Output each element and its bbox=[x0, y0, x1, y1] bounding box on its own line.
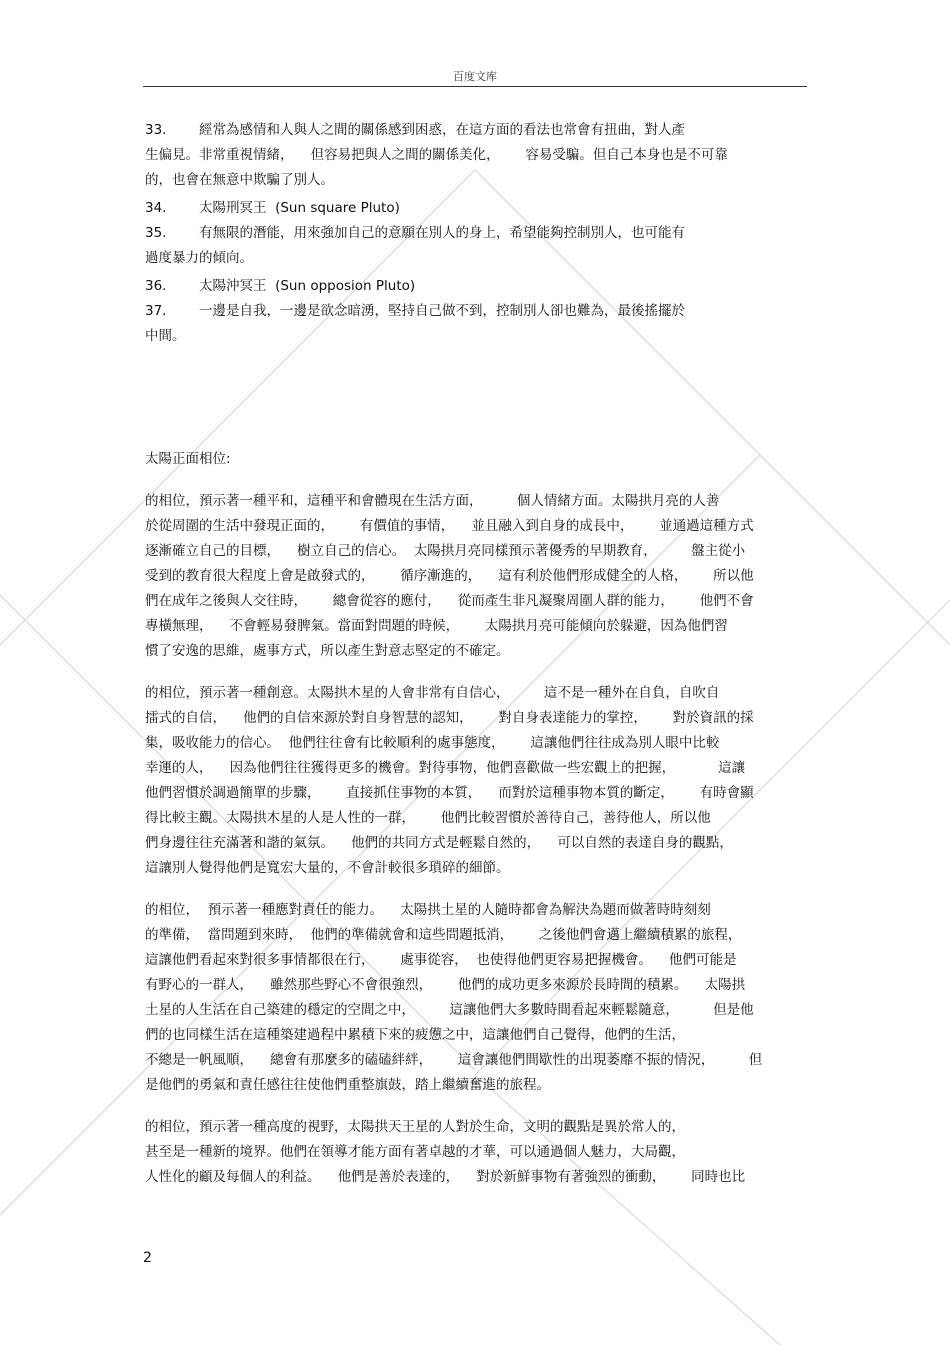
paragraph-line: 的準備， 當問題到來時， 他們的準備就會和這些問題抵消， 之後他們會邁上繼續積累的旅程， bbox=[145, 927, 742, 943]
paragraph-line: 人性化的顧及每個人的利益。 他們是善於表達的， 對於新鮮事物有著強烈的衝動， 同時也比 bbox=[145, 1169, 746, 1185]
paragraph-line: 擂式的自信， 他們的自信來源於對自身智慧的認知， 對自身表達能力的掌控， 對於資訊的採 bbox=[145, 710, 754, 726]
page-header-title: 百度文库 bbox=[453, 70, 497, 83]
list-item-text: 的，也會在無意中欺騙了別人。 bbox=[145, 172, 334, 188]
paragraph-line: 這讓別人覺得他們是寬宏大量的，不會計較很多瑣碎的細節。 bbox=[145, 860, 510, 876]
paragraph-line: 他們習慣於調過簡單的步驟， 直接抓住事物的本質， 而對於這種事物本質的斷定， 有時會顯 bbox=[145, 785, 754, 801]
paragraph-line: 的相位，預示著一種平和，這種平和會體現在生活方面， 個人情緒方面。太陽拱月亮的人善 bbox=[145, 493, 720, 509]
list-item-text: 生偏見。非常重視情緒， 但容易把與人之間的關係美化， 容易受騙。但自己本身也是不可靠 bbox=[145, 147, 728, 163]
paragraph-line: 甚至是一種新的境界。他們在領導才能方面有著卓越的才華，可以通過個人魅力，大局觀， bbox=[145, 1144, 685, 1160]
paragraph-line: 慣了安逸的思維，處事方式，所以產生對意志堅定的不確定。 bbox=[145, 643, 510, 659]
paragraph-line: 的相位，預示著一種高度的視野，太陽拱天王星的人對於生命，文明的觀點是異於常人的， bbox=[145, 1119, 685, 1135]
list-item bbox=[145, 274, 807, 299]
paragraph-line: 得比較主觀。太陽拱木星的人是人性的一群， 他們比較習慣於善待自己，善待他人，所以他 bbox=[145, 810, 711, 826]
paragraph-line: 的相位， 預示著一種應對責任的能力。 太陽拱土星的人隨時都會為解決為題而做著時時刻刻 bbox=[145, 902, 711, 918]
paragraph-line: 不總是一帆風順， 總會有那麼多的磕磕絆絆， 這會讓他們間歇性的出現萎靡不振的情況， 但 bbox=[145, 1052, 763, 1068]
paragraph-line: 有野心的一群人， 雖然那些野心不會很強烈， 他們的成功更多來源於長時間的積累。 太陽拱 bbox=[145, 977, 746, 993]
paragraph-line: 於從周圍的生活中發現正面的， 有價值的事情， 並且融入到自身的成長中， 並通過這種方式 bbox=[145, 518, 754, 534]
list-item-text: 35. 有無限的潛能，用來強加自己的意願在別人的身上，希望能夠控制別人，也可能有 bbox=[145, 221, 807, 246]
section-title: 太陽正面相位: bbox=[145, 451, 231, 467]
paragraph-line: 是他們的勇氣和責任感往往使他們重整旗鼓，踏上繼續奮進的旅程。 bbox=[145, 1077, 550, 1093]
list-item bbox=[145, 196, 807, 221]
paragraph-line: 逐漸確立自己的目標， 樹立自己的信心。 太陽拱月亮同樣預示著優秀的早期教育， 盤主從小 bbox=[145, 543, 746, 559]
list-item-text: 36. 太陽沖冥王 (Sun opposion Pluto) bbox=[145, 274, 807, 299]
paragraph bbox=[145, 898, 807, 1098]
watermark-line bbox=[0, 1055, 160, 1215]
list-item-text: 33. 經常為感情和人與人之間的關係感到困惑，在這方面的看法也常會有扭曲，對人產 bbox=[145, 118, 807, 143]
paragraph-line: 這讓他們看起來對很多事情都很在行， 處事從容， 也使得他們更容易把握機會。 他們可能是 bbox=[145, 952, 737, 968]
paragraph bbox=[145, 489, 807, 664]
paragraph-line: 專橫無理， 不會輕易發脾氣。當面對問題的時候， 太陽拱月亮可能傾向於躲避，因為他們習 bbox=[145, 618, 728, 634]
paragraph-line: 們的也同樣生活在這種築建過程中累積下來的疲憊之中，這讓他們自己覺得，他們的生活， bbox=[145, 1027, 685, 1043]
list-item bbox=[145, 299, 807, 349]
header-divider bbox=[143, 86, 807, 87]
list-item-text: 過度暴力的傾向。 bbox=[145, 250, 253, 266]
paragraph bbox=[145, 1115, 807, 1190]
paragraph-line: 集，吸收能力的信心。 他們往往會有比較順利的處事態度， 這讓他們往往成為別人眼中比較 bbox=[145, 735, 720, 751]
list-item bbox=[145, 221, 807, 271]
list-item-number: 33. bbox=[145, 122, 167, 138]
list-item bbox=[145, 118, 807, 193]
list-item-text: 中間。 bbox=[145, 328, 186, 344]
list-item-text: 37. 一邊是自我，一邊是欲念暗湧，堅持自己做不到，控制別人卻也難為，最後搖擺於 bbox=[145, 299, 807, 324]
paragraph-line: 們在成年之後與人交往時， 總會從容的應付， 從而產生非凡凝聚周圍人群的能力， 他們不會 bbox=[145, 593, 754, 609]
paragraph bbox=[145, 681, 807, 881]
paragraph-line: 幸運的人， 因為他們往往獲得更多的機會。對待事物，他們喜歡做一些宏觀上的把握， 這讓 bbox=[145, 760, 746, 776]
list-item-number: 36. bbox=[145, 278, 167, 294]
paragraph-line: 的相位，預示著一種創意。太陽拱木星的人會非常有自信心， 這不是一種外在自負，自吹自 bbox=[145, 685, 720, 701]
list-item-number: 35. bbox=[145, 225, 167, 241]
page-number: 2 bbox=[143, 1250, 152, 1266]
list-item-text: 34. 太陽刑冥王 (Sun square Pluto) bbox=[145, 196, 807, 221]
paragraph-line: 受到的教育很大程度上會是啟發式的， 循序漸進的， 這有利於他們形成健全的人格， 所以他 bbox=[145, 568, 754, 584]
list-item-number: 37. bbox=[145, 303, 167, 319]
paragraph-line: 土星的人生活在自己築建的穩定的空間之中， 這讓他們大多數時間看起來輕鬆隨意， 但是他 bbox=[145, 1002, 754, 1018]
document-body bbox=[145, 118, 807, 1207]
list-item-number: 34. bbox=[145, 200, 167, 216]
paragraph-line: 們身邊往往充滿著和諧的氣氛。 他們的共同方式是輕鬆自然的， 可以自然的表達自身的觀點， bbox=[145, 835, 733, 851]
